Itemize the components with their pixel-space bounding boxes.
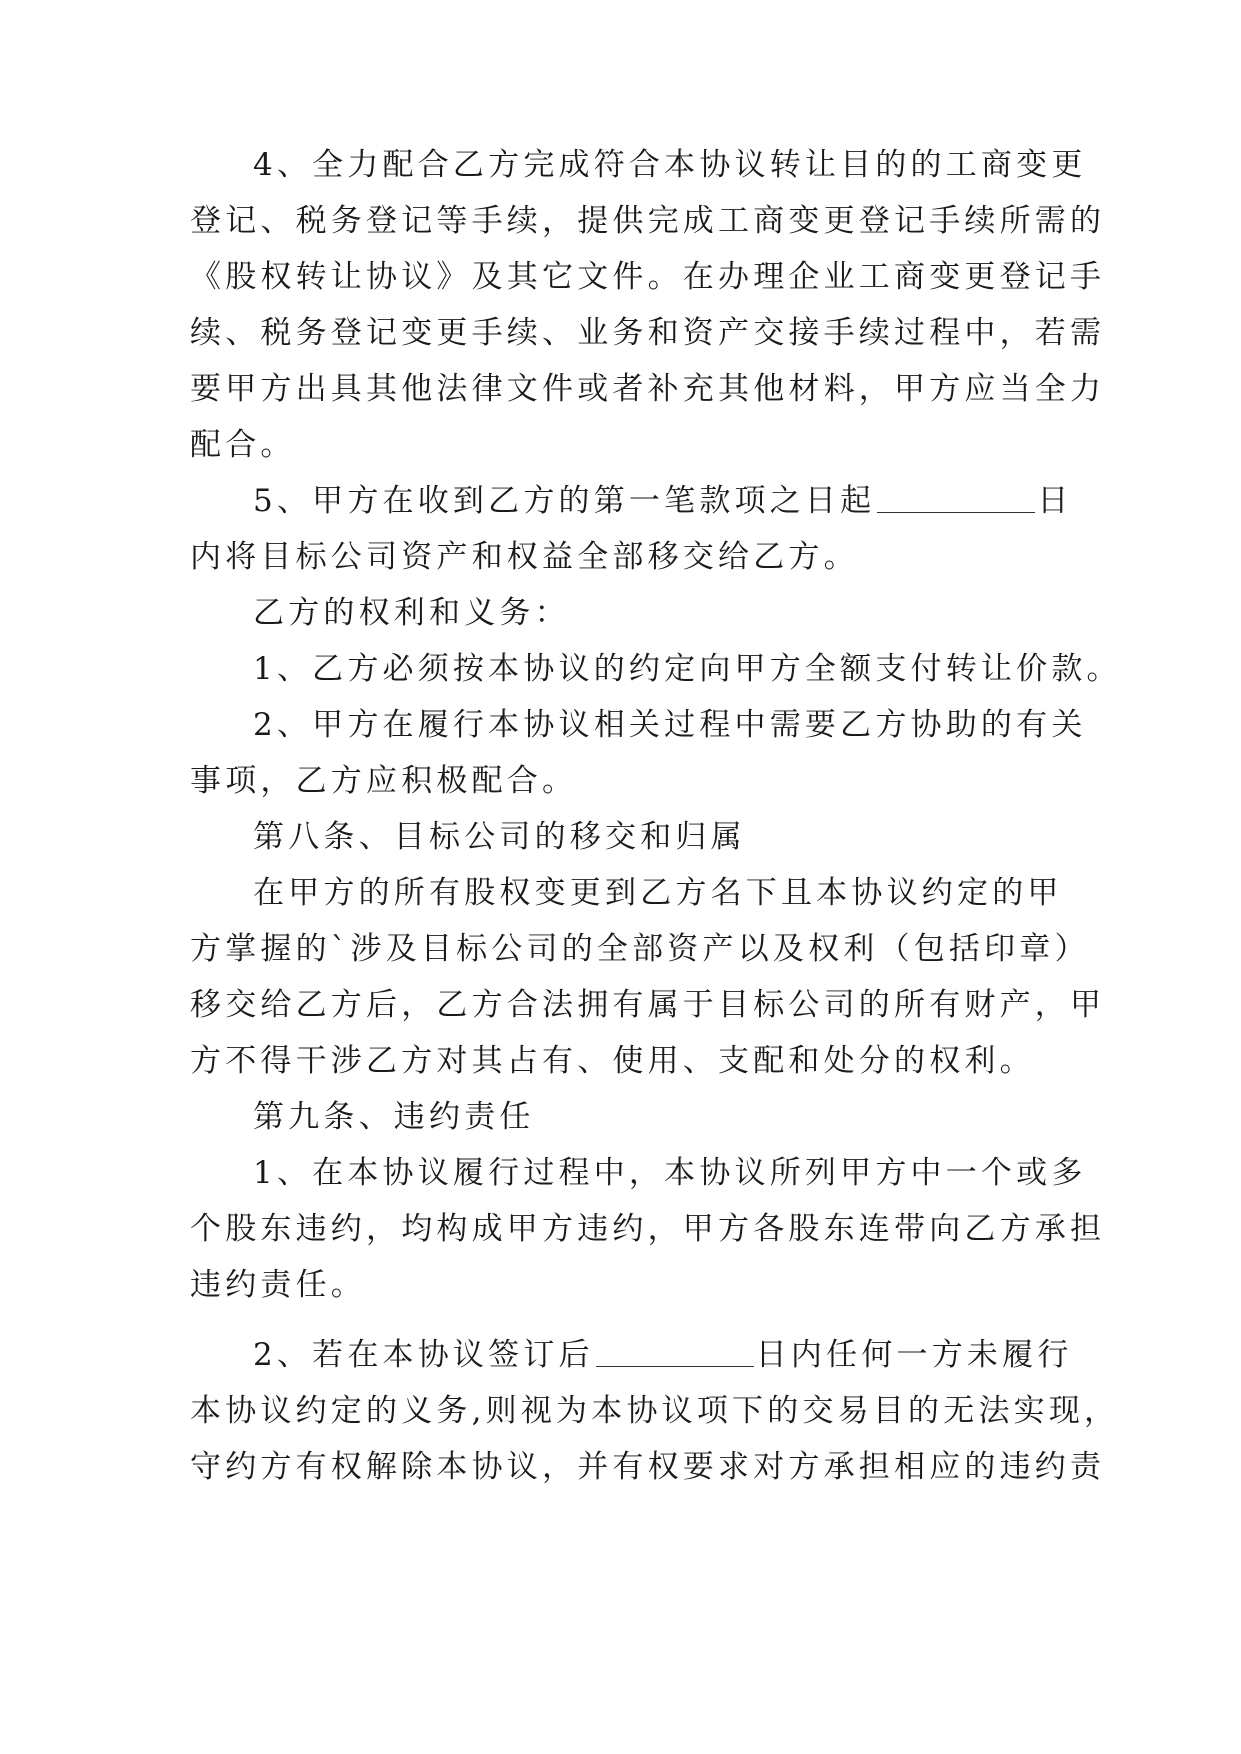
text-line-with-blank [253,476,1073,526]
text-line: 1、乙方必须按本协议的约定向甲方全额支付转让价款。 [253,651,1122,687]
text-line: 配合。 [190,427,296,463]
text-line: 移交给乙方后，乙方合法拥有属于目标公司的所有财产，甲 [190,987,1106,1023]
text-line: 内将目标公司资产和权益全部移交给乙方。 [190,539,859,575]
text-line: 4、全力配合乙方完成符合本协议转让目的的工商变更 [253,147,1087,183]
text-line: 事项，乙方应积极配合。 [190,763,578,799]
text-line: 登记、税务登记等手续，提供完成工商变更登记手续所需的 [190,203,1106,239]
text-line: 违约责任。 [190,1267,366,1303]
text-line: 个股东违约，均构成甲方违约，甲方各股东连带向乙方承担 [190,1211,1106,1247]
text-line: 2、甲方在履行本协议相关过程中需要乙方协助的有关 [253,707,1087,743]
section-heading: 乙方的权利和义务： [253,595,570,631]
text-line: 《股权转让协议》及其它文件。在办理企业工商变更登记手 [190,259,1106,295]
text-line: 续、税务登记变更手续、业务和资产交接手续过程中，若需 [190,315,1106,351]
article-heading: 第八条、目标公司的移交和归属 [253,819,746,855]
text-segment: 5、甲方在收到乙方的第一笔款项之日起 [253,483,876,519]
text-segment: 2、若在本协议签订后 [253,1337,594,1373]
text-segment: 日内任何一方未履行 [755,1337,1073,1373]
text-line: 要甲方出具其他法律文件或者补充其他材料，甲方应当全力 [190,371,1106,407]
text-segment: 日 [1037,483,1073,519]
article-heading: 第九条、违约责任 [253,1099,535,1135]
text-line: 1、在本协议履行过程中，本协议所列甲方中一个或多 [253,1155,1087,1191]
text-line: 守约方有权解除本协议，并有权要求对方承担相应的违约责 [190,1449,1106,1485]
text-line: 方不得干涉乙方对其占有、使用、支配和处分的权利。 [190,1043,1035,1079]
text-line: 本协议约定的义务,则视为本协议项下的交易目的无法实现， [190,1393,1120,1429]
fill-in-blank [596,1336,754,1367]
text-line-with-blank [253,1330,1073,1380]
text-line: 在甲方的所有股权变更到乙方名下且本协议约定的甲 [253,875,1063,911]
text-line: 方掌握的`涉及目标公司的全部资产以及权利（包括印章） [190,931,1090,967]
fill-in-blank [877,482,1035,513]
